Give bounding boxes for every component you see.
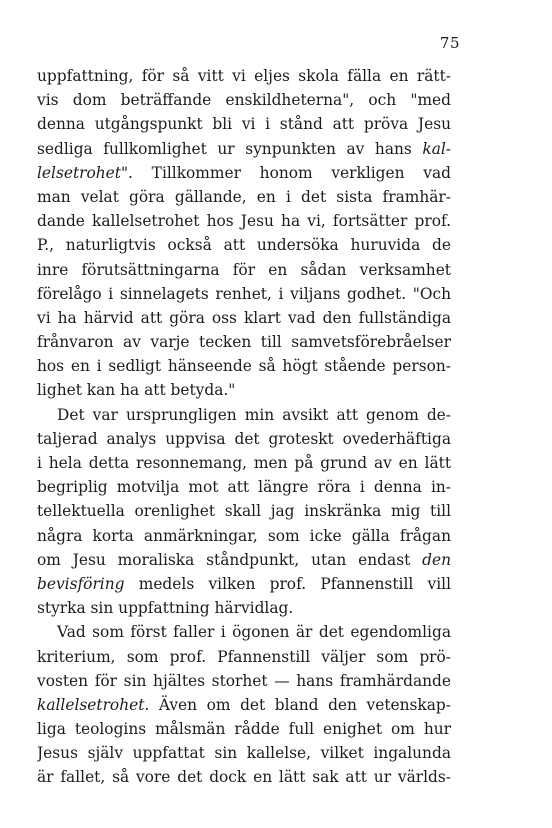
italic-term: bevisföring [37, 574, 125, 593]
text-line: kriterium, som prof. Pfannenstill väljer som prö- [37, 647, 451, 666]
text-line: sedliga fullkomlighet ur synpunkten av hans kal- [37, 139, 451, 158]
text-line: denna utgångspunkt bli vi i stånd att pröva Jesu [37, 115, 451, 134]
body-text [37, 64, 451, 790]
text-line: P., naturligtvis också att undersöka huruvida de [37, 236, 451, 255]
text-line: Jesus själv uppfattat sin kallelse, vilket ingalunda [37, 744, 451, 763]
text-line: i hela detta resonnemang, men på grund av en lätt [37, 454, 451, 472]
text-line: lelsetrohet". Tillkommer honom verkligen vad [37, 163, 451, 182]
text-line: begriplig motvilja mot att längre röra i denna in- [37, 478, 451, 497]
text-line: liga teologins målsmän rådde full enighet om hur [37, 720, 451, 739]
paragraph-start-line: Vad som först faller i ögonen är det egendomliga [57, 623, 451, 642]
text-line: hos en i sedligt hänseende så högt stående person- [37, 357, 451, 376]
text-line: uppfattning, för så vitt vi eljes skola fälla en rätt- [37, 67, 451, 85]
text-line: inre förutsättningarna för en sådan verksamhet [37, 260, 451, 279]
text-line: dande kallelsetrohet hos Jesu ha vi, fortsätter prof. [37, 212, 451, 231]
text-line: vis dom beträffande enskildheterna", och "med [37, 91, 451, 110]
italic-term: lelsetrohet". [37, 163, 133, 182]
text-line: vi ha härvid att göra oss klart vad den fullständiga [37, 308, 451, 327]
text-line: man velat göra gällande, en i det sista framhär- [37, 187, 451, 206]
paragraph-start-line: Det var ursprungligen min avsikt att genom de- [57, 405, 451, 424]
text-line: några korta anmärkningar, som icke gälla frågan [37, 526, 451, 545]
text-line: vosten för sin hjältes storhet — hans framhärdande [37, 671, 451, 690]
text-line: är fallet, så vore det dock en lätt sak att ur världs- [37, 768, 451, 787]
text-line: kallelsetrohet. Även om det bland den vetenskap- [37, 695, 451, 714]
italic-term: den [422, 550, 451, 569]
text-line: lighet kan ha att betyda." [37, 381, 236, 400]
text-line: bevisföring medels vilken prof. Pfannenstill vill [37, 574, 451, 593]
text-line: taljerad analys uppvisa det groteskt ovederhäftiga [37, 429, 451, 448]
italic-term: kallelsetrohet. [37, 695, 150, 714]
text-line: förelågo i sinnelagets renhet, i viljans godhet. "Och [37, 284, 451, 303]
page-number: 75 [439, 34, 460, 52]
text-line: styrka sin uppfattning härvidlag. [37, 599, 294, 618]
text-line: tellektuella orenlighet skall jag inskränka mig till [37, 502, 451, 521]
text-line: frånvaron av varje tecken till samvetsförebråelser [37, 333, 451, 352]
text-line: om Jesu moraliska ståndpunkt, utan endast den [37, 550, 451, 569]
italic-term: kal- [422, 139, 451, 158]
